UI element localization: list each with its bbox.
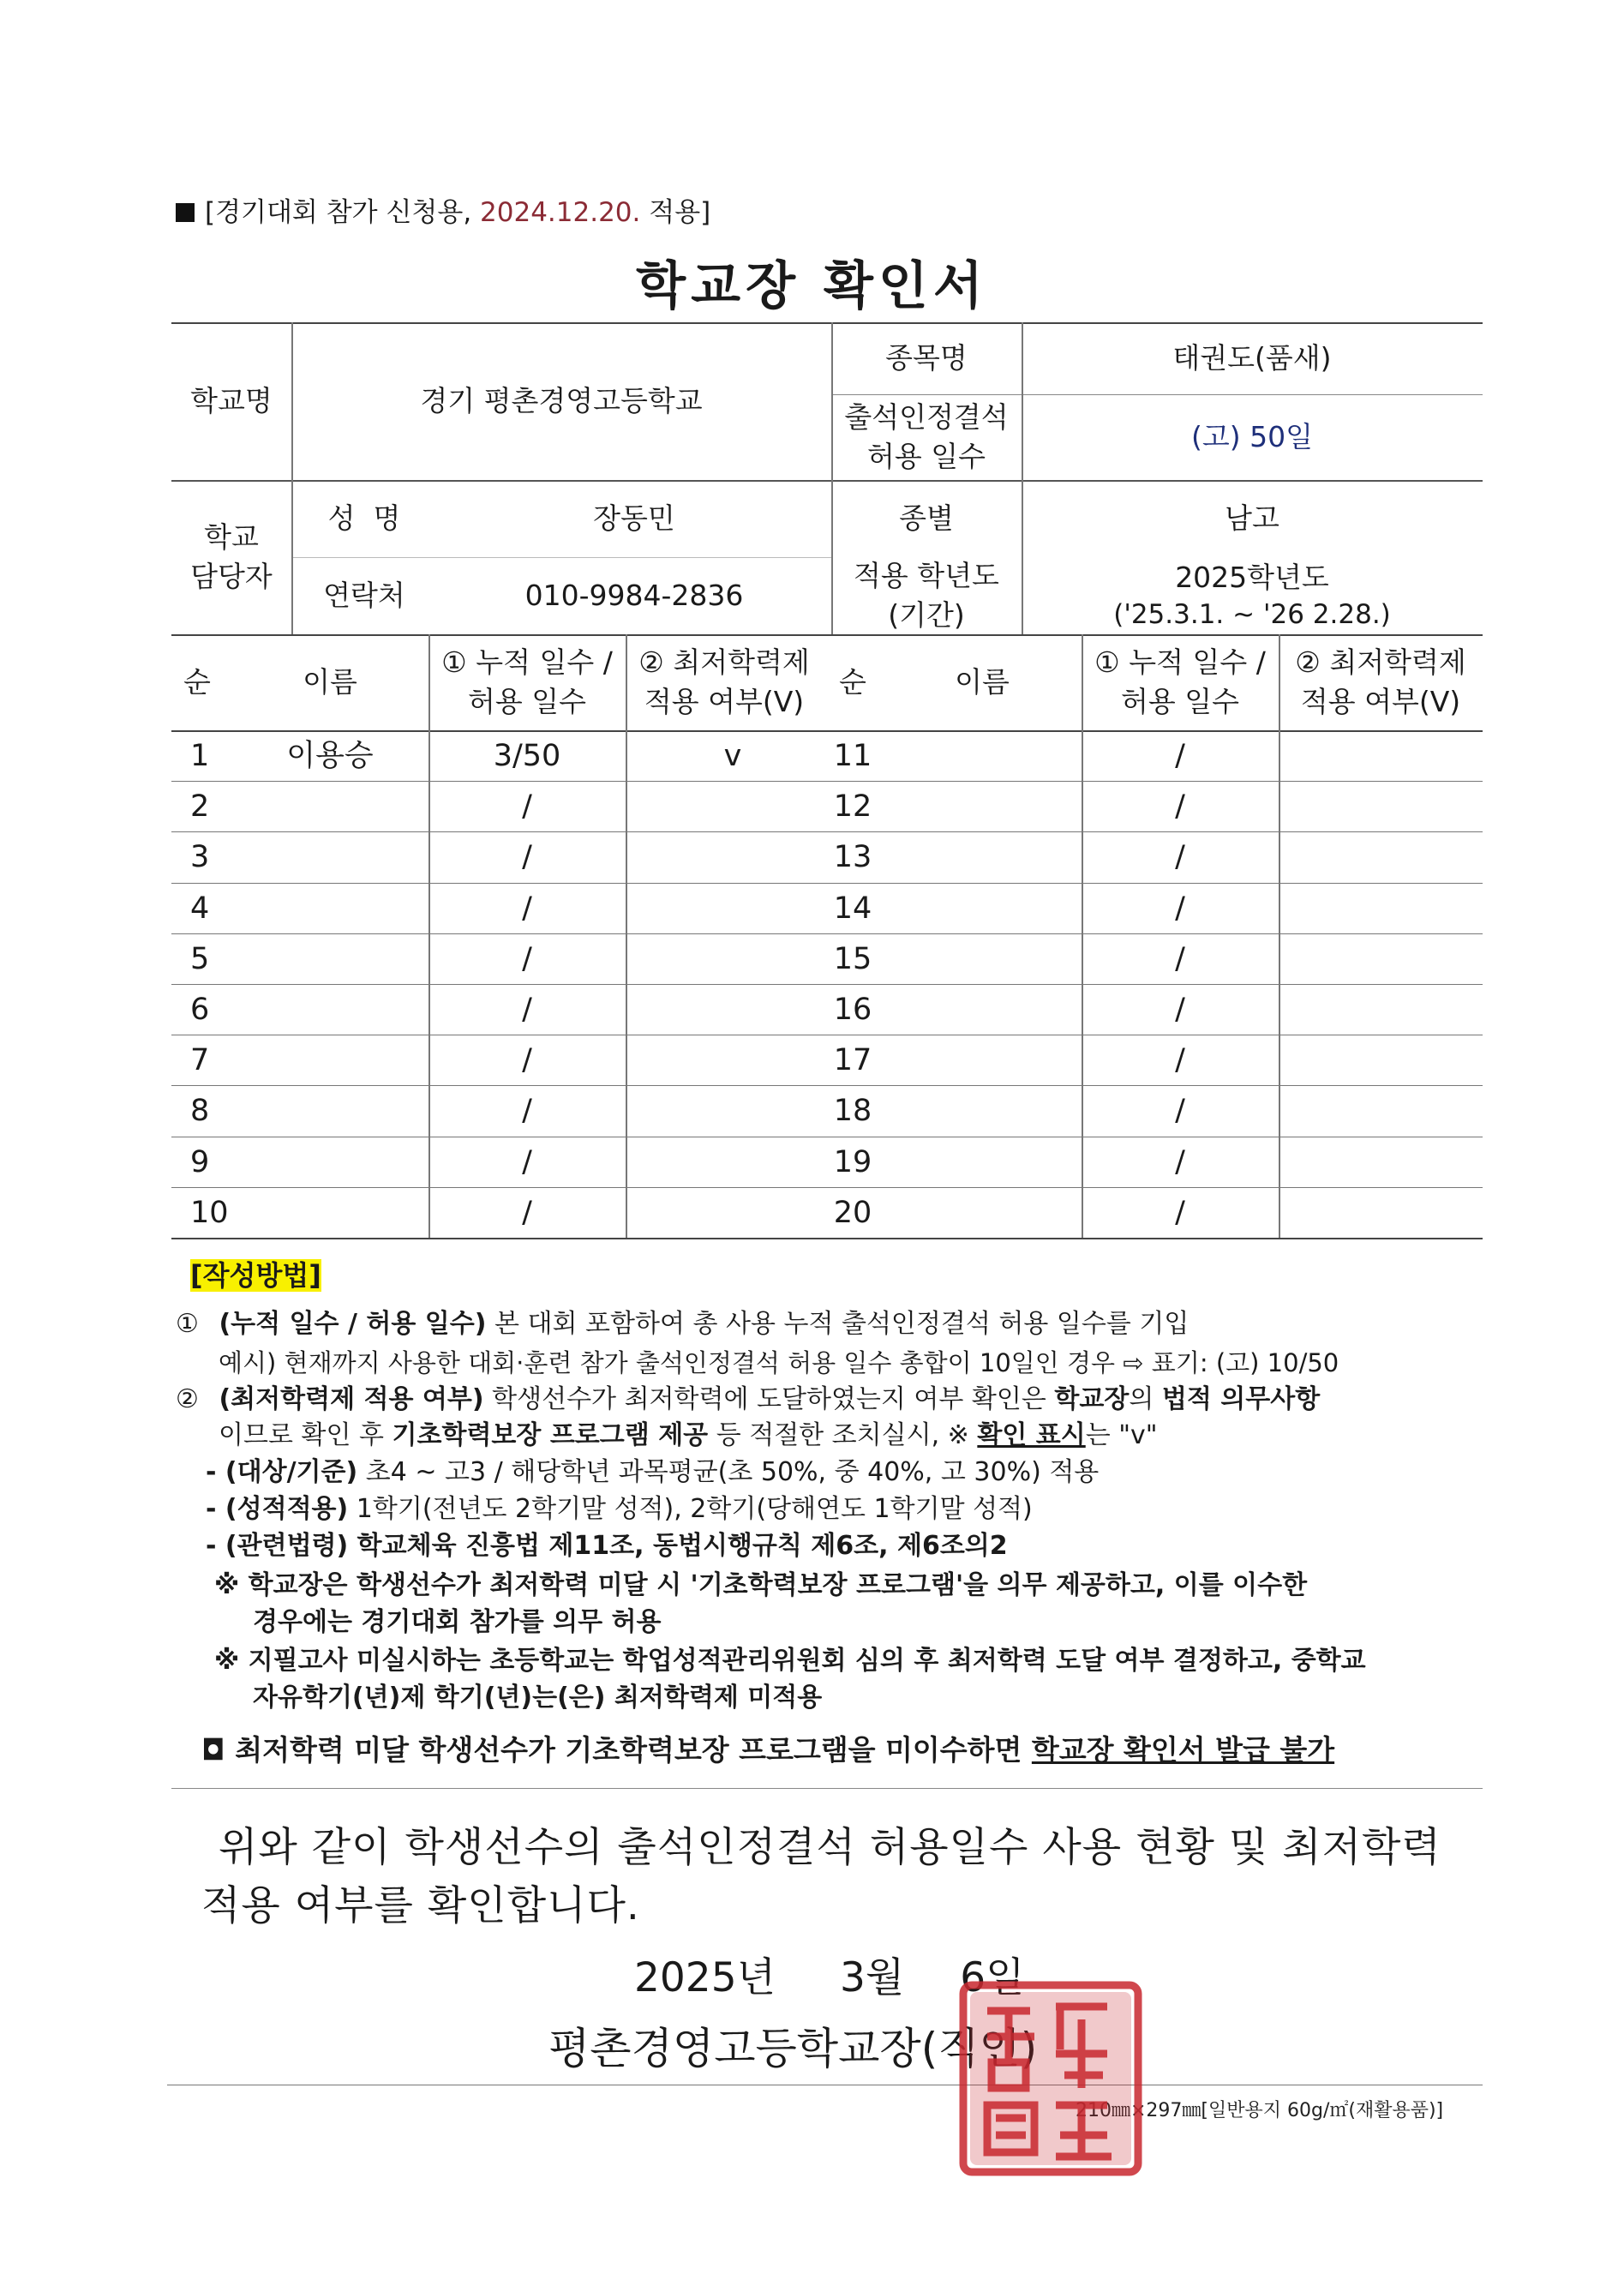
attendance-label — [831, 394, 1022, 480]
year-value — [1022, 557, 1483, 634]
row-number-right: 13 — [833, 840, 872, 875]
instruction-1 — [176, 1311, 1189, 1337]
row-days-left: / — [522, 1195, 532, 1230]
staff-label-line: 담당자 — [190, 560, 273, 593]
square-bullet-icon — [176, 203, 195, 222]
instruction-2 — [176, 1384, 1321, 1414]
col-min-right — [1279, 634, 1483, 730]
col-min-left — [626, 634, 823, 730]
row-check-left — [626, 1041, 840, 1079]
note-1-line2: 경우에는 경기대회 참가를 의무 허용 — [253, 1607, 662, 1637]
row-number-right: 17 — [833, 1043, 872, 1078]
rule — [171, 984, 1483, 985]
row-name-left — [257, 940, 403, 978]
row-days-left: / — [522, 941, 532, 976]
row-days-right: / — [1175, 1094, 1185, 1129]
row-number-right: 15 — [833, 941, 872, 976]
confirm-line-1: 위와 같이 학생선수의 출석인정결석 허용일수 사용 현황 및 최저학력 — [219, 1824, 1441, 1871]
rule — [171, 933, 1483, 934]
col-days-right — [1082, 634, 1279, 730]
bullet-grades-label: - (성적적용) — [206, 1494, 349, 1524]
row-check-left — [626, 838, 840, 876]
col-days-line: 허용 일수 — [1120, 685, 1239, 718]
row-number-right: 19 — [833, 1144, 872, 1179]
row-number-right: 11 — [833, 739, 872, 773]
name-label: 성 명 — [327, 501, 401, 536]
confirm-line-2: 적용 여부를 확인합니다. — [201, 1882, 640, 1929]
school-label: 학교명 — [190, 384, 273, 418]
instruction-1-example: 예시) 현재까지 사용한 대회·훈련 참가 출석인정결석 허용 일수 총합이 10일인 경우 ⇨ 표기: (고) 10/50 — [219, 1348, 1339, 1377]
row-check-left — [626, 1194, 840, 1232]
final-warning-text: 최저학력 미달 학생선수가 기초학력보장 프로그램을 미이수하면 — [225, 1733, 1032, 1767]
warning-box-icon: ◘ — [201, 1733, 225, 1767]
header-suffix: 적용] — [649, 197, 711, 228]
col-min-line: ② 최저학력제 — [1295, 645, 1466, 680]
row-check-left — [626, 1092, 840, 1130]
event-label: 종목명 — [885, 341, 968, 375]
row-number-left: 7 — [190, 1043, 210, 1078]
final-warning-underlined: 학교장 확인서 발급 불가 — [1031, 1733, 1335, 1767]
row-name-left: 이용승 — [286, 739, 374, 773]
row-name-left — [257, 890, 403, 927]
row-number-right: 20 — [833, 1195, 872, 1230]
row-days-right: / — [1175, 840, 1185, 875]
row-check-left — [626, 1143, 840, 1181]
rule — [171, 1187, 1483, 1188]
row-check-left — [626, 940, 840, 978]
rule — [171, 883, 1483, 884]
row-days-left: / — [522, 840, 532, 875]
row-number-left: 9 — [190, 1144, 210, 1179]
row-number-left: 10 — [190, 1195, 229, 1230]
instruction-2-program: 기초학력보장 프로그램 제공 — [392, 1420, 709, 1450]
instruction-2-text: 학생선수가 최저학력에 도달하였는지 여부 확인은 — [483, 1384, 1055, 1414]
school-name: 경기 평촌경영고등학교 — [420, 384, 703, 418]
bullet-grades — [206, 1494, 1033, 1524]
rule — [171, 1085, 1483, 1086]
instruction-2-text: 는 "v" — [1085, 1420, 1158, 1450]
instruction-2-title: (최저학력제 적용 여부) — [219, 1384, 484, 1414]
row-number-left: 5 — [190, 941, 210, 976]
staff-label — [171, 480, 291, 634]
row-days-left: / — [522, 1144, 532, 1179]
name-value: 장동민 — [593, 501, 675, 536]
rule — [171, 730, 1483, 732]
note-1: ※ 학교장은 학생선수가 최저학력 미달 시 '기초학력보장 프로그램'을 의무 제공하고, 이를 이수한 — [214, 1570, 1308, 1600]
col-min-line: 적용 여부(V) — [644, 685, 805, 718]
year-value-text: 2025학년도 — [1175, 560, 1329, 594]
year-label-line: (기간) — [888, 598, 965, 632]
row-number-left: 4 — [190, 891, 210, 926]
header-date: 2024.12.20. — [480, 197, 641, 228]
rule — [171, 1238, 1483, 1239]
staff-label-line: 학교 — [204, 520, 259, 555]
row-name-left — [257, 838, 403, 876]
year-label — [831, 557, 1022, 634]
instruction-2-principal: 학교장 — [1054, 1384, 1130, 1414]
header-line — [176, 190, 710, 229]
attendance-value: (고) 50일 — [1191, 420, 1313, 454]
year-period-text: ('25.3.1. ~ '26 2.28.) — [1113, 599, 1391, 631]
date-year: 2025년 — [634, 1954, 776, 2001]
contact-value: 010-9984-2836 — [524, 579, 744, 613]
row-name-left — [257, 991, 403, 1029]
row-number-right: 18 — [833, 1094, 872, 1129]
rule — [171, 831, 1483, 832]
row-days-right: / — [1175, 891, 1185, 926]
row-days-left: / — [522, 1094, 532, 1129]
bullet-laws-text: - (관련법령) 학교체육 진흥법 제11조, 동법시행규칙 제6조, 제6조의2 — [206, 1531, 1008, 1561]
row-check-left — [626, 991, 840, 1029]
row-number-left: 3 — [190, 840, 210, 875]
col-min-line: 적용 여부(V) — [1300, 685, 1461, 718]
row-number-left: 1 — [190, 739, 210, 773]
col-name-left: 이름 — [303, 665, 357, 699]
col-no-right: 순 — [839, 665, 866, 699]
col-min-line: ② 최저학력제 — [638, 645, 810, 680]
signer-name: 평촌경영고등학교장(직인) — [548, 2024, 1038, 2073]
row-days-right: / — [1175, 789, 1185, 825]
final-warning — [201, 1733, 1335, 1767]
circled-one-marker: ① — [176, 1309, 199, 1339]
row-days-left: / — [522, 993, 532, 1027]
row-days-right: / — [1175, 1043, 1185, 1078]
rule — [171, 781, 1483, 782]
row-days-left: / — [522, 789, 532, 825]
row-check-left — [626, 890, 840, 927]
col-name-right: 이름 — [955, 665, 1010, 699]
instructions-heading-text: [작성방법] — [190, 1259, 321, 1292]
official-seal-stamp — [953, 1977, 1150, 2182]
note-2: ※ 지필고사 미실시하는 초등학교는 학업성적관리위원회 심의 후 최저학력 도달 여부 결정하고, 중학교 — [214, 1646, 1366, 1676]
instruction-2-mark: 확인 표시 — [977, 1420, 1086, 1450]
row-days-right: / — [1175, 739, 1185, 773]
header-prefix: [경기대회 참가 신청용, — [205, 197, 472, 228]
rule — [171, 1788, 1483, 1789]
bullet-grades-text: 1학기(전년도 2학기말 성적), 2학기(당해연도 1학기말 성적) — [348, 1494, 1033, 1524]
row-number-left: 2 — [190, 789, 210, 825]
instructions-heading — [190, 1259, 321, 1292]
row-name-left — [257, 1194, 403, 1232]
instruction-2-text: 의 — [1129, 1384, 1162, 1414]
col-no-left: 순 — [183, 665, 211, 699]
date-day: 6일 — [960, 1954, 1025, 2001]
col-days-line: ① 누적 일수 / — [441, 645, 613, 680]
contact-label: 연락처 — [323, 579, 405, 613]
row-number-left: 8 — [190, 1094, 210, 1129]
col-days-line: ① 누적 일수 / — [1094, 645, 1266, 680]
row-check-left — [626, 788, 840, 825]
gender-value: 남고 — [1225, 501, 1279, 536]
col-days-line: 허용 일수 — [467, 685, 586, 718]
gender-label: 종별 — [899, 501, 954, 536]
instruction-2-text: 등 적절한 조치실시, ※ — [708, 1420, 978, 1450]
attendance-label-line: 출석인정결석 — [844, 400, 1009, 435]
row-days-left: / — [522, 1043, 532, 1078]
row-days-right: / — [1175, 941, 1185, 976]
row-name-left — [257, 1143, 403, 1181]
attendance-label-line: 허용 일수 — [866, 440, 986, 473]
event-value: 태권도(품새) — [1172, 341, 1332, 375]
instruction-1-title: (누적 일수 / 허용 일수) — [219, 1309, 487, 1339]
row-name-left — [257, 1092, 403, 1130]
row-days-right: / — [1175, 1144, 1185, 1179]
row-number-right: 12 — [833, 789, 872, 825]
row-name-left — [257, 1041, 403, 1079]
row-number-right: 16 — [833, 993, 872, 1027]
paper-spec: 210㎜×297㎜[일반용지 60g/㎡(재활용품)] — [1076, 2100, 1444, 2121]
circled-two-marker: ② — [176, 1384, 199, 1414]
note-2-line2: 자유학기(년)제 학기(년)는(은) 최저학력제 미적용 — [253, 1683, 823, 1713]
bullet-laws — [206, 1533, 1008, 1559]
row-days-right: / — [1175, 993, 1185, 1027]
bullet-target — [206, 1457, 1100, 1487]
col-days-left — [428, 634, 626, 730]
row-name-left — [257, 788, 403, 825]
row-number-left: 6 — [190, 993, 210, 1027]
bullet-target-text: 초4 ~ 고3 / 해당학년 과목평균(초 50%, 중 40%, 고 30%) 적용 — [357, 1457, 1100, 1487]
row-number-right: 14 — [833, 891, 872, 926]
row-check-left: v — [723, 739, 742, 773]
document-title: 학교장 확인서 — [636, 256, 988, 316]
row-days-left: 3/50 — [493, 739, 561, 773]
instruction-1-text: 본 대회 포함하여 총 사용 누적 출석인정결석 허용 일수를 기입 — [486, 1309, 1190, 1339]
instruction-2-line2 — [219, 1420, 1158, 1450]
row-days-left: / — [522, 891, 532, 926]
bullet-target-label: - (대상/기준) — [206, 1457, 358, 1487]
instruction-2-text: 이므로 확인 후 — [219, 1420, 393, 1450]
year-label-line: 적용 학년도 — [854, 559, 999, 593]
row-days-right: / — [1175, 1195, 1185, 1230]
date-month: 3월 — [839, 1954, 905, 2001]
instruction-2-duty: 법적 의무사항 — [1161, 1384, 1321, 1414]
